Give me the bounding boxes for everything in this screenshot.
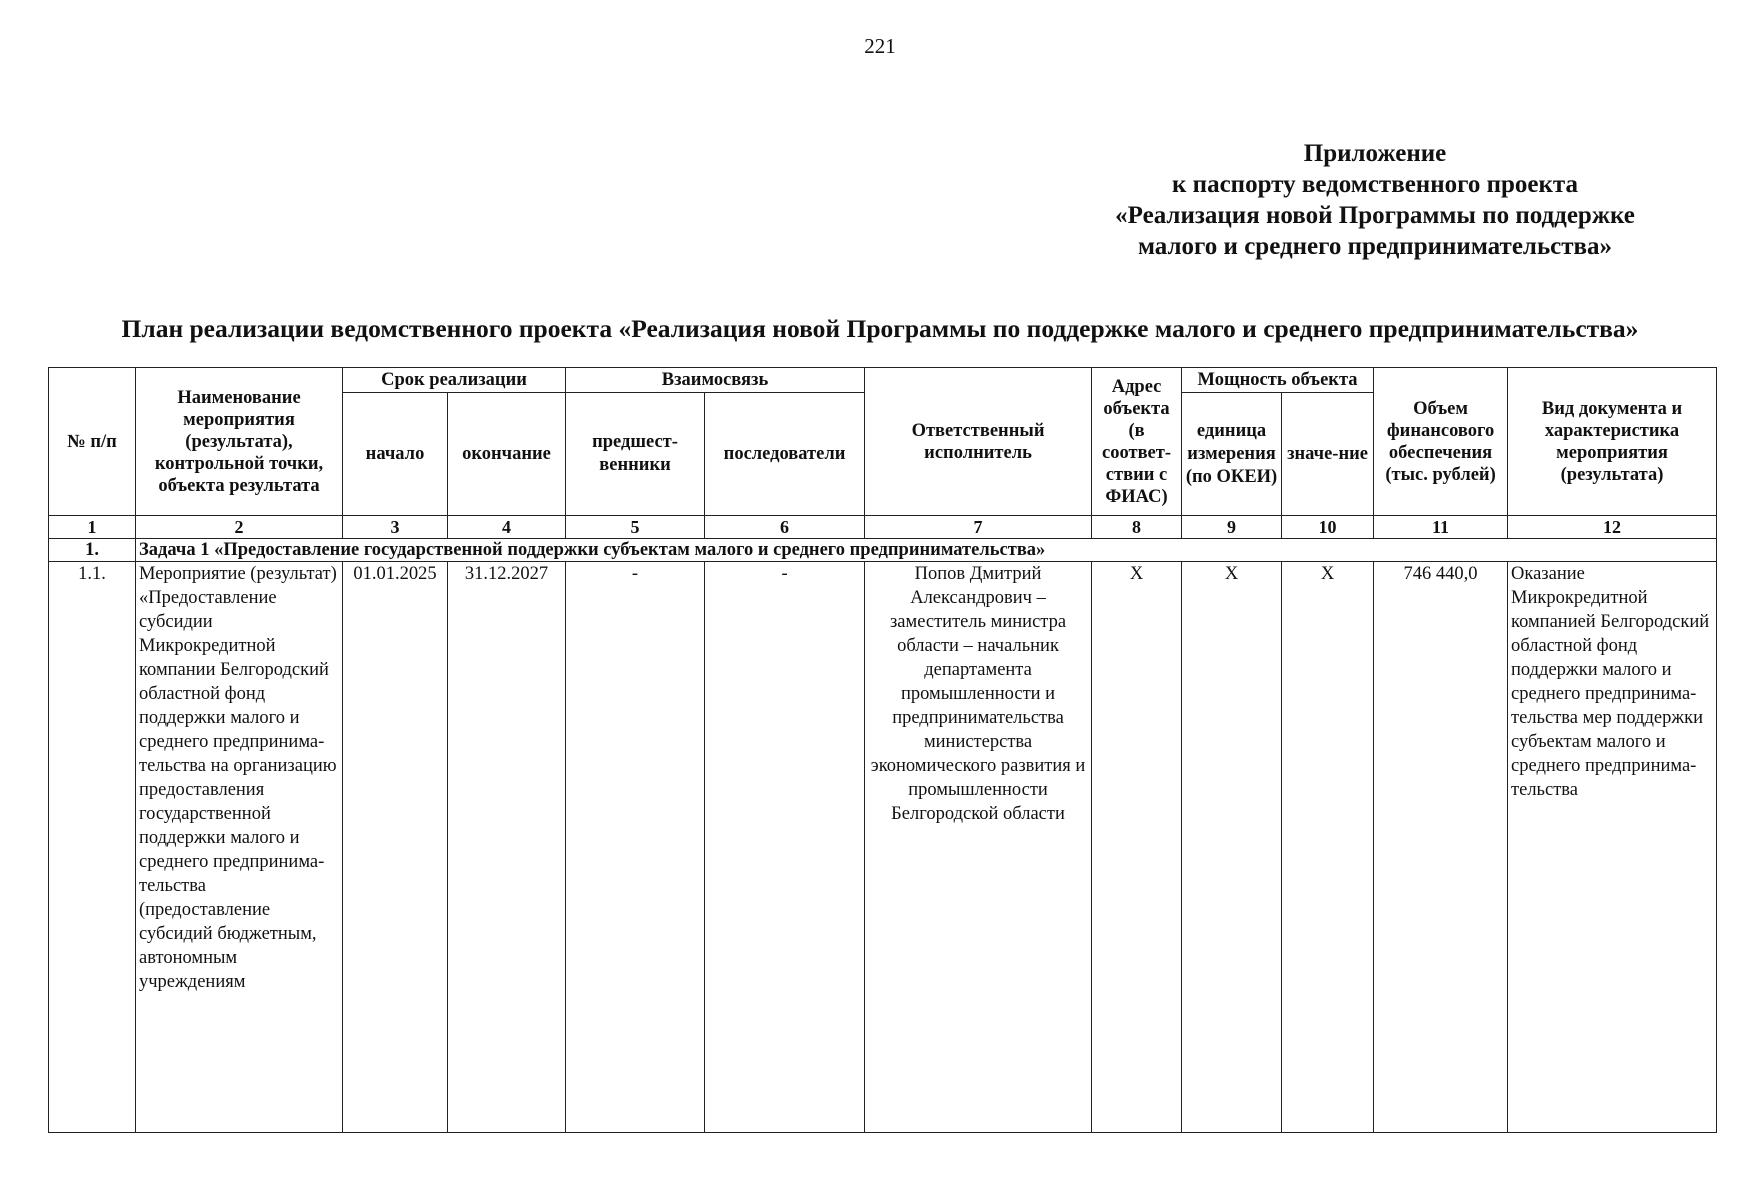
header-row [49,368,1717,393]
task-title: Задача 1 «Предоставление государственной поддержки субъектам малого и среднего предпринимательства» [136,539,1717,562]
item-start-date: 01.01.2025 [343,562,448,1133]
column-number: 8 [1092,516,1182,539]
plan-table [48,367,1717,1133]
header-start: начало [343,393,448,516]
header-unit: единица измерения (по ОКЕИ) [1182,393,1282,516]
header-name: Наименование мероприятия (результата), контрольной точки, объекта результата [136,368,343,516]
task-number: 1. [49,539,136,562]
column-number: 5 [566,516,705,539]
header-relation: Взаимосвязь [566,368,865,393]
column-number: 9 [1182,516,1282,539]
appendix-line: Приложение [1303,140,1447,167]
item-unit: Х [1182,562,1282,1133]
header-address: Адрес объекта (в соответ-ствии с ФИАС) [1092,368,1182,516]
column-number: 4 [448,516,566,539]
appendix-line: малого и среднего предпринимательства» [1137,233,1613,260]
header-successors: последователи [705,393,865,516]
header-value: значе-ние [1282,393,1374,516]
plan-title: План реализации ведомственного проекта «Реализация новой Программы по поддержке малого и среднего предпринимательства» [121,314,1639,343]
item-predecessors: - [566,562,705,1133]
item-volume: 746 440,0 [1374,562,1508,1133]
header-executor: Ответственный исполнитель [865,368,1092,516]
header-num: № п/п [49,368,136,516]
item-address: Х [1092,562,1182,1133]
item-number: 1.1. [49,562,136,1133]
header-volume: Объем финансового обеспечения (тыс. рублей) [1374,368,1508,516]
table-row [49,562,1717,1133]
item-doc-type: Оказание Микрокредитной компанией Белгородский областной фонд поддержки малого и среднего предпринима-тельства мер поддержки субъектам малого и среднего предпринима-тельства [1508,562,1717,1133]
header-doc-type: Вид документа и характеристика мероприятия (результата) [1508,368,1717,516]
column-number: 6 [705,516,865,539]
header-predecessors: предшест-венники [566,393,705,516]
column-number: 7 [865,516,1092,539]
column-number: 2 [136,516,343,539]
item-end-date: 31.12.2027 [448,562,566,1133]
appendix-line: «Реализация новой Программы по поддержке [1115,202,1635,229]
item-executor: Попов Дмитрий Александрович – заместитель министра области – начальник департамента промышленности и предпринимательства министерства экономического развития и промышленности Белгородской области [865,562,1092,1133]
column-number: 3 [343,516,448,539]
task-row [49,539,1717,562]
page-number: 221 [864,34,896,58]
item-successors: - [705,562,865,1133]
column-number: 1 [49,516,136,539]
item-name: Мероприятие (результат) «Предоставление субсидии Микрокредитной компании Белгородский областной фонд поддержки малого и среднего предпринима-тельства на организацию предоставления государственной поддержки малого и среднего предпринима-тельства (предоставление субсидий бюджетным, автономным учреждениям [136,562,343,1133]
column-number: 12 [1508,516,1717,539]
header-capacity: Мощность объекта [1182,368,1374,393]
header-end: окончание [448,393,566,516]
appendix-line: к паспорту ведомственного проекта [1172,171,1578,198]
column-number: 10 [1282,516,1374,539]
column-number: 11 [1374,516,1508,539]
column-numbers-row [49,516,1717,539]
item-value: Х [1282,562,1374,1133]
header-period: Срок реализации [343,368,566,393]
appendix-heading [1080,138,1670,262]
